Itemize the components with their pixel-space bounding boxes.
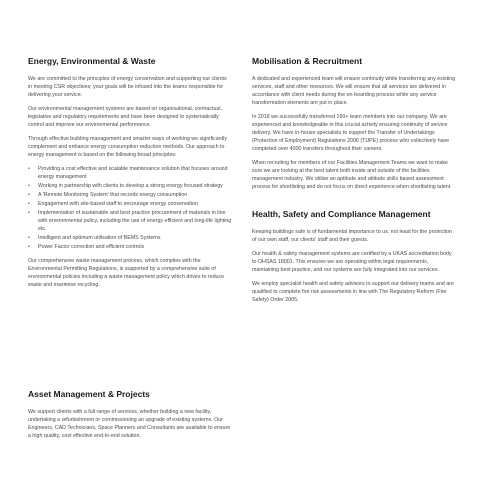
health-paragraph: Keeping buildings safe is of fundamental importance to us, not least for the protection of our own staff, our clients' staff and their guests. [252, 229, 452, 243]
health-section [252, 209, 456, 304]
asset-paragraph: We support clients with a full range of services, whether building a new facility, undertaking a refurbishment or commissioning an upgrade of existing systems. Our Engineers, CAD Technicians, Space Planners and Consultants are available to ensure a high quality, cost effective end-to-end solution. [28, 409, 231, 439]
list-item: • Power Factor correction and efficient controls [28, 243, 232, 251]
energy-principles-list [28, 165, 232, 251]
mobilisation-heading: Mobilisation & Recruitment [252, 56, 363, 66]
mobilisation-paragraph: In 2018 we successfully transferred 150+ team members into our company. We are experienced and knowledgeable in this crucial activity ensuring continuity of service delivery. We have in-house specialists to support the Transfer of Undertakings (Protection of Employment) Regulations 2006 (TUPE) process who collectively have completed over 4000 transfers throughout their careers. [252, 114, 450, 152]
left-column [28, 56, 232, 307]
asset-section [28, 389, 232, 446]
list-item: • Engagement with site-based staff to encourage energy conservation [28, 200, 232, 208]
list-item: • Working in partnership with clients to develop a strong energy focused strategy [28, 182, 232, 190]
list-item: • Providing a cost effective and scalable maintenance solution that focuses around energy management [28, 165, 232, 181]
right-column [252, 56, 456, 322]
list-item: • Intelligent and optimum utilisation of BEMS Systems [28, 234, 232, 242]
list-item: • A 'Remote Monitoring System' that records energy consumption [28, 191, 232, 199]
health-paragraph: Our health & safety management systems are certified by a UKAS accreditation body to OHSAS 18001. This ensures we are operating within legal requirements, maintaining best practice, and our systems are fully integrated into our services. [252, 251, 452, 273]
mobilisation-section [252, 56, 456, 191]
health-heading: Health, Safety and Compliance Management [252, 209, 431, 219]
asset-heading: Asset Management & Projects [28, 389, 150, 399]
energy-heading: Energy, Environmental & Waste [28, 56, 156, 66]
mobilisation-paragraph: A dedicated and experienced team will ensure continuity while transferring any existing services, staff and other resources. We will ensure that all services are delivered in accordance with client needs during the on-boarding process while any service transformation elements are put in place. [252, 76, 456, 106]
energy-paragraph: Through effective building management and smarter ways of working we significantly complement and enhance energy consumption reduction methods. Our approach to energy management is based on the following broad principles: [28, 136, 227, 158]
list-item: • Implementation of sustainable and best practice procurement of materials in line with environmental policy, including the use of energy efficient and long-life lighting etc. [28, 209, 232, 233]
health-paragraph: We employ specialist health and safety advisors to support our delivery teams and are qualified to complete fire risk assessments in line with The Regulatory Reform (Fire Safety) Order 2005. [252, 281, 454, 303]
energy-paragraph: We are committed to the principles of energy conservation and supporting our clients in meeting CSR objectives; your goals will be infused into the teams responsible for delivering your service. [28, 76, 227, 98]
energy-paragraph: Our environmental management systems are based on organisational, contractual, legislative and regulatory requirements and have been designed to systematically control and improve our environmental performance. [28, 106, 223, 128]
energy-section [28, 56, 232, 289]
energy-closing-paragraph: Our comprehensive waste management process, which complies with the Environmental Permitting Regulations, is supported by a comprehensive suite of environmental policies including a waste management policy which drives to reduce waste and maximise recycling. [28, 258, 225, 288]
mobilisation-paragraph: When recruiting for members of our Facilities Management Teams we want to make sure we are looking at the best talent both inside and outside of the facilities management industry. We utilise an aptitude and attitude skills based assessment process for shortlisting and do not focus on direct experience when shortlisting talent. [252, 160, 452, 190]
